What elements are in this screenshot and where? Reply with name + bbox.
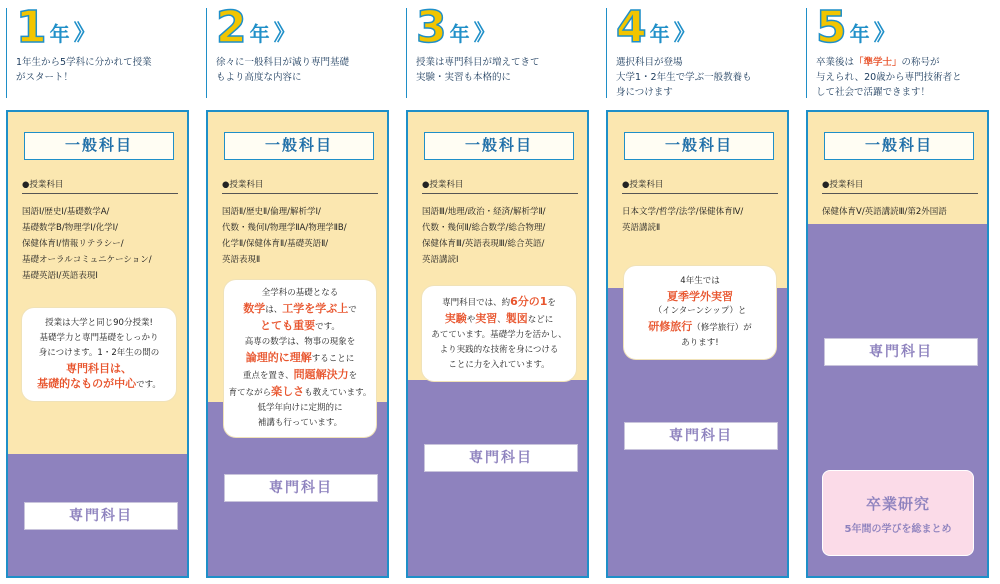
graduation-title: 卒業研究	[865, 495, 930, 513]
bubble-text: で	[348, 305, 357, 315]
year-number: 4	[616, 2, 647, 53]
bubble-text: を	[348, 371, 358, 381]
year-unit: 年	[649, 22, 670, 46]
info-bubble	[22, 308, 176, 401]
desc-line: もより高度な内容に	[216, 72, 302, 83]
column-divider	[406, 8, 407, 98]
specialty-subjects-label: 専門科目	[424, 444, 578, 472]
specialty-subjects-label: 専門科目	[624, 422, 778, 450]
general-subjects-label: 一般科目	[24, 132, 174, 160]
subject-line: 保健体育Ⅴ/英語講読Ⅲ/第2外国語	[822, 207, 947, 217]
subject-line: 化学Ⅱ/保健体育Ⅱ/基礎英語Ⅱ/	[222, 239, 329, 249]
year-unit: 年	[249, 22, 270, 46]
specialty-subjects-label: 専門科目	[24, 502, 178, 530]
year-unit: 年	[849, 22, 870, 46]
subject-line: 保健体育Ⅰ/情報リテラシー/	[22, 239, 124, 249]
subject-line: 英語表現Ⅱ	[222, 255, 261, 265]
info-bubble	[224, 280, 376, 437]
year-unit: 年	[49, 22, 70, 46]
bubble-text: 重点を置き、	[242, 371, 294, 381]
general-subjects-label: 一般科目	[224, 132, 374, 160]
chevron-right-icon: 》	[673, 21, 692, 46]
bubble-highlight: とても重要	[260, 319, 316, 332]
bubble-text: も教えています。	[304, 388, 372, 398]
year-2-heading	[216, 2, 292, 53]
bubble-highlight: 工学を学ぶ上	[282, 302, 349, 315]
subjects-title: ●授業科目	[22, 178, 178, 194]
subject-line: 保健体育Ⅲ/英語表現Ⅲ/総合英語/	[422, 239, 545, 249]
info-bubble	[422, 286, 576, 381]
year-1-column	[0, 0, 193, 584]
bubble-line: 全学科の基礎となる	[261, 288, 339, 298]
subjects-title: ●授業科目	[622, 178, 778, 194]
year-5-description	[816, 55, 986, 100]
desc-line: 大学1・2年生で学ぶ一般教養も	[616, 72, 752, 83]
desc-line: して社会で活躍できます！	[816, 87, 931, 98]
desc-line: 徐々に一般科目が減り専門基礎	[216, 57, 350, 68]
subjects-list	[222, 204, 382, 268]
bubble-highlight: 論理的に理解	[245, 351, 312, 364]
year-3-column	[400, 0, 593, 584]
bubble-text: などに	[527, 315, 554, 325]
bubble-text: や	[466, 315, 476, 325]
bubble-tail: です。	[136, 380, 161, 390]
subject-line: 英語講読Ⅱ	[622, 223, 661, 233]
subject-line: 国語Ⅰ/歴史Ⅰ/基礎数学A/	[22, 207, 110, 217]
desc-line: 選択科目が登場	[616, 57, 683, 68]
bubble-line: 基礎学力と専門基礎をしっかり	[39, 333, 159, 343]
column-divider	[206, 8, 207, 98]
bubble-highlight: 製図	[505, 312, 528, 325]
year-4-panel	[606, 110, 789, 578]
column-divider	[806, 8, 807, 98]
chevron-right-icon: 》	[273, 21, 292, 46]
year-4-column	[600, 0, 793, 584]
subject-line: 基礎英語Ⅰ/英語表現Ⅰ	[22, 271, 98, 281]
year-1-panel	[6, 110, 189, 578]
year-number: 5	[816, 2, 847, 53]
column-divider	[606, 8, 607, 98]
bubble-highlight: 数学	[243, 302, 266, 315]
bubble-highlight: 専門科目は、	[66, 362, 132, 375]
bubble-text: を	[547, 298, 556, 308]
subject-line: 英語講読Ⅰ	[422, 255, 459, 265]
year-unit: 年	[449, 22, 470, 46]
chevron-right-icon: 》	[873, 21, 892, 46]
graduation-research-box	[822, 470, 974, 556]
bubble-line: 高専の数学は、物事の現象を	[244, 337, 356, 347]
bubble-text: 専門科目では、約	[442, 298, 511, 308]
year-number: 2	[216, 2, 247, 53]
desc-text: の称号が	[901, 57, 940, 68]
specialty-area	[408, 380, 587, 576]
subject-line: 代数・幾何Ⅱ/総合数学/総合物理/	[422, 223, 546, 233]
subject-line: 基礎オーラルコミュニケーション/	[22, 255, 152, 265]
desc-line: がスタート！	[16, 72, 74, 83]
subject-line: 基礎数学B/物理学Ⅰ/化学Ⅰ/	[22, 223, 118, 233]
subject-line: 国語Ⅱ/歴史Ⅱ/倫理/解析学Ⅰ/	[222, 207, 321, 217]
desc-line: 与えられ、20歳から専門技術者と	[816, 72, 962, 83]
subjects-title: ●授業科目	[822, 178, 978, 194]
general-subjects-label: 一般科目	[424, 132, 574, 160]
year-3-panel	[406, 110, 589, 578]
year-3-description	[416, 55, 586, 85]
bubble-highlight: 問題解決力	[293, 368, 349, 381]
graduation-subtitle: 5年間の学びを総まとめ	[844, 524, 952, 535]
bubble-text: することに	[311, 354, 355, 364]
bubble-highlight: 研修旅行	[648, 320, 693, 333]
general-subjects-label: 一般科目	[824, 132, 974, 160]
year-2-description	[216, 55, 386, 85]
desc-highlight: 「準学士」	[854, 57, 902, 68]
desc-line: 実験・実習も本格的に	[416, 72, 512, 83]
bubble-line: 身につけます。1・2年生の間の	[38, 348, 160, 358]
year-4-heading	[616, 2, 692, 53]
bubble-line: 補講も行っています。	[257, 418, 343, 428]
year-5-column	[800, 0, 993, 584]
bubble-line: 4年生では	[680, 276, 720, 286]
bubble-text: です。	[315, 322, 340, 332]
chevron-right-icon: 》	[73, 21, 92, 46]
info-bubble	[624, 266, 776, 359]
subjects-list	[822, 204, 982, 220]
year-5-heading	[816, 2, 892, 53]
column-divider	[6, 8, 7, 98]
bubble-highlight: 基礎的なものが中心	[37, 377, 137, 390]
year-2-panel	[206, 110, 389, 578]
subject-line: 日本文学/哲学/法学/保健体育Ⅳ/	[622, 207, 744, 217]
subjects-title: ●授業科目	[222, 178, 378, 194]
bubble-line: あてています。基礎学力を活かし、	[431, 330, 567, 340]
bubble-line: 低学年向けに定期的に	[257, 403, 343, 413]
year-number: 1	[16, 2, 47, 53]
subject-line: 国語Ⅲ/地理/政治・経済/解析学Ⅱ/	[422, 207, 546, 217]
bubble-highlight: 6分の1	[510, 295, 548, 308]
year-4-description	[616, 55, 786, 100]
general-subjects-label: 一般科目	[624, 132, 774, 160]
desc-line: 授業は専門科目が増えてきて	[416, 57, 540, 68]
bubble-highlight: 夏季学外実習	[667, 290, 733, 303]
bubble-text: は、	[265, 305, 283, 315]
bubble-line: ことに力を入れています。	[448, 360, 550, 370]
subject-line: 代数・幾何Ⅰ/物理学ⅡA/物理学ⅡB/	[222, 223, 347, 233]
specialty-subjects-label: 専門科目	[824, 338, 978, 366]
subjects-title: ●授業科目	[422, 178, 578, 194]
bubble-line: （インターンシップ）と	[653, 306, 747, 316]
desc-line: 身につけます	[616, 87, 673, 98]
year-number: 3	[416, 2, 447, 53]
bubble-highlight: 楽しさ	[271, 385, 305, 398]
year-5-panel	[806, 110, 989, 578]
subjects-list	[22, 204, 182, 284]
bubble-line: より実践的な技術を身につける	[439, 345, 559, 355]
year-1-heading	[16, 2, 92, 53]
bubble-text: 、	[497, 315, 506, 325]
desc-text: 卒業後は	[816, 57, 855, 68]
bubble-highlight: 実習	[475, 312, 498, 325]
bubble-highlight: 実験	[444, 312, 467, 325]
chevron-right-icon: 》	[473, 21, 492, 46]
bubble-text: （修学旅行）が	[692, 323, 752, 333]
specialty-subjects-label: 専門科目	[224, 474, 378, 502]
bubble-line: 授業は大学と同じ90分授業!	[45, 318, 153, 328]
desc-line: 1年生から5学科に分かれて授業	[16, 57, 152, 68]
year-2-column	[200, 0, 393, 584]
year-3-heading	[416, 2, 492, 53]
subjects-list	[422, 204, 582, 268]
bubble-line: あります!	[681, 338, 719, 348]
subjects-list	[622, 204, 782, 236]
year-1-description	[16, 55, 186, 85]
bubble-text: 育てながら	[228, 388, 272, 398]
